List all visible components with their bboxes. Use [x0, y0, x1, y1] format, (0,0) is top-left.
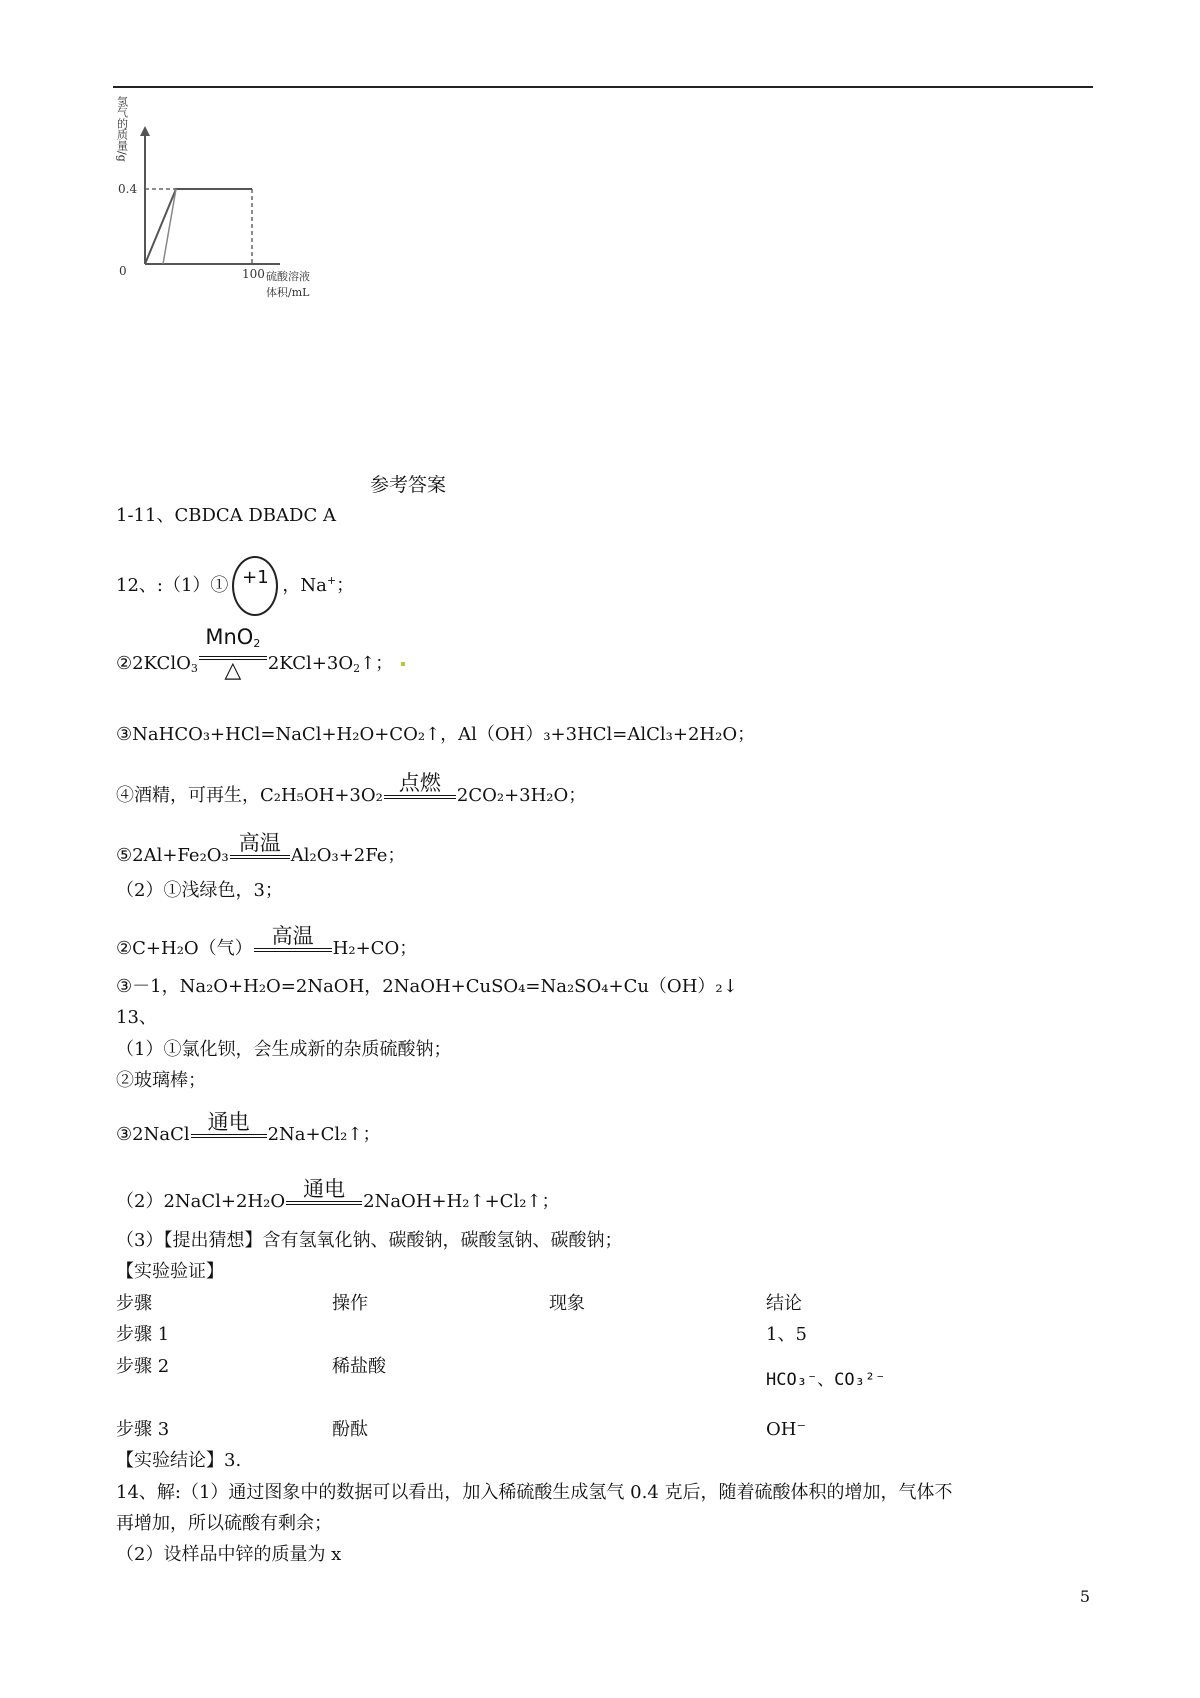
data-line: [145, 189, 252, 264]
hydrogen-mass-graph: [108, 96, 408, 336]
q12-p1-l1: 12、:（1）① +1 ，Na+；: [116, 556, 354, 616]
q12-p1-l3: ③NaHCO₃+HCl=NaCl+H₂O+CO₂↑，Al（OH）₃+3HCl=AlCl₃+2H₂O；: [116, 724, 756, 745]
q13-l1: （1）①氯化钡，会生成新的杂质硫酸钠；: [116, 1039, 452, 1060]
q12-p1-l4: ④酒精，可再生，C₂H₅OH+3O₂ 点燃 2CO₂+3H₂O；: [116, 771, 587, 806]
x-tick-100: 100: [242, 267, 265, 281]
catalyst-condition: MnO$_2$ △: [199, 626, 267, 681]
q12-p2-l3: ③－1，Na₂O+H₂O=2NaOH，2NaOH+CuSO₄=Na₂SO₄+Cu（OH）₂↓: [116, 976, 738, 997]
electrolysis-condition: 通电: [191, 1111, 267, 1147]
q13-l3: ③2NaCl 通电 2Na+Cl₂↑；: [116, 1110, 381, 1145]
high-temp-condition-2: 高温: [254, 925, 332, 961]
q13-l2: ②玻璃棒；: [116, 1070, 206, 1091]
extra-line: [163, 189, 176, 264]
x-axis-label-1: 硫酸溶液: [266, 270, 310, 283]
ion-circle: +1: [232, 556, 278, 616]
answers-title: 参考答案: [370, 474, 447, 496]
table-row-2-step: 步骤 2: [116, 1356, 170, 1377]
y-axis-label: 氢气的质量/g: [115, 96, 129, 162]
table-header-concl: 结论: [766, 1293, 802, 1314]
table-row-2-concl: HCO₃⁻、CO₃²⁻: [766, 1370, 886, 1390]
q13-head: 13、: [116, 1007, 157, 1028]
table-header-phen: 现象: [549, 1293, 585, 1314]
origin-label: 0: [119, 264, 127, 278]
q12-p1-l2: ②2KClO$_3$ MnO$_2$ △ $2KCl+3O_2↑$；: [116, 626, 405, 681]
stray-dot: [401, 662, 405, 666]
table-row-3-op: 酚酞: [332, 1419, 368, 1440]
q14-l1: 14、解:（1）通过图象中的数据可以看出，加入稀硫酸生成氢气 0.4 克后，随着硫酸体积的增加，气体不: [116, 1482, 953, 1503]
high-temp-condition: 高温: [230, 832, 290, 868]
q12-p2-l2: ②C+H₂O（气） 高温 H₂+CO；: [116, 924, 418, 959]
q13-l4: （2）2NaCl+2H₂O 通电 2NaOH+H₂↑+Cl₂↑；: [116, 1177, 560, 1212]
q12-p2-l1: （2）①浅绿色，3；: [116, 880, 283, 901]
table-header-step: 步骤: [116, 1293, 152, 1314]
y-tick-0.4: 0.4: [118, 182, 138, 196]
electrolysis-condition-2: 通电: [286, 1178, 362, 1214]
q13-l7: 【实验结论】3.: [116, 1450, 242, 1471]
q14-l3: （2）设样品中锌的质量为 x: [116, 1544, 342, 1565]
header-rule: [113, 86, 1093, 88]
q12-p1-l5: ⑤2Al+Fe₂O₃ 高温 Al₂O₃+2Fe；: [116, 831, 406, 866]
table-row-1-step: 步骤 1: [116, 1324, 170, 1345]
q13-l6: 【实验验证】: [116, 1261, 224, 1282]
ignite-condition: 点燃: [384, 772, 456, 808]
table-row-3-concl: OH⁻: [766, 1419, 806, 1440]
q14-l2: 再增加，所以硫酸有剩余；: [116, 1513, 332, 1534]
table-row-3-step: 步骤 3: [116, 1419, 170, 1440]
y-axis-arrow: [140, 126, 150, 136]
table-row-2-op: 稀盐酸: [332, 1356, 386, 1377]
x-axis-label-2: 体积/mL: [266, 286, 310, 299]
table-row-1-concl: 1、5: [766, 1324, 807, 1345]
page-number: 5: [1079, 1587, 1090, 1606]
q13-l5: （3）【提出猜想】含有氢氧化钠、碳酸钠，碳酸氢钠、碳酸钠；: [116, 1230, 623, 1251]
q1-11-answers: 1-11、CBDCA DBADC A: [116, 505, 336, 526]
table-header-op: 操作: [332, 1293, 368, 1314]
